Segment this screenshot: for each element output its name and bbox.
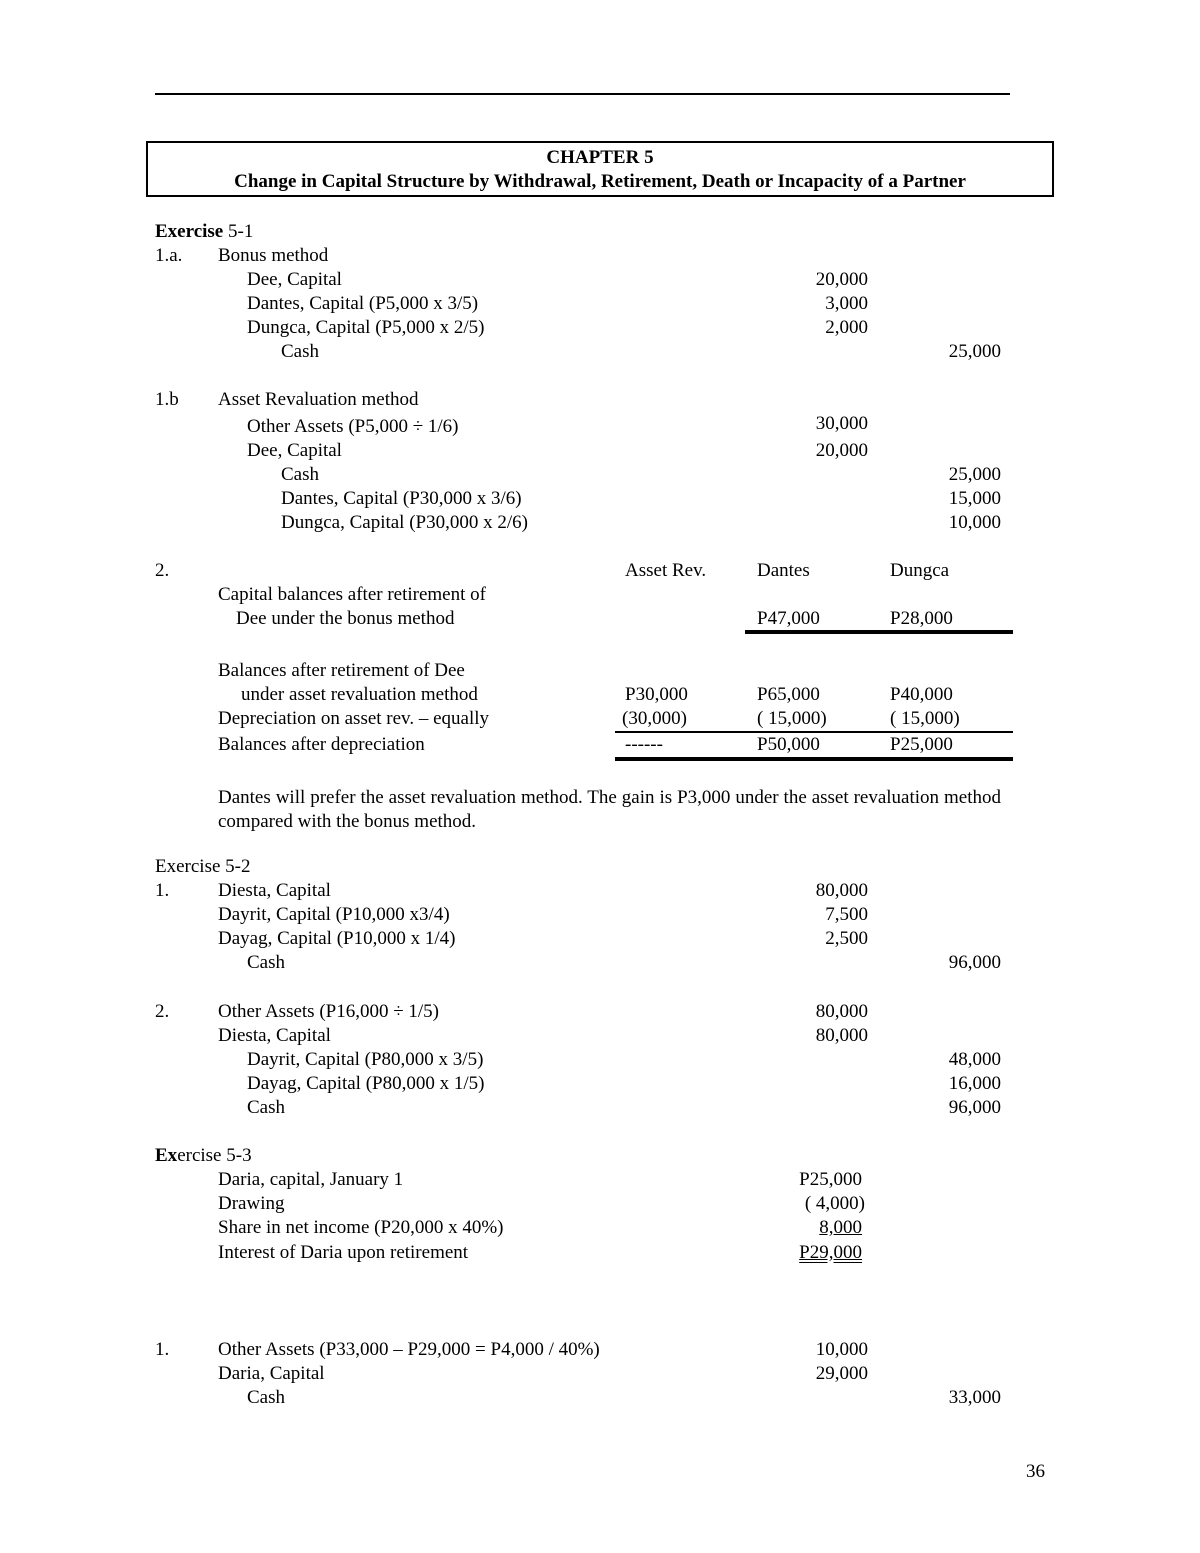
- cell-asset-rev: (30,000): [622, 708, 687, 729]
- schedule-label: Share in net income (P20,000 x 40%): [218, 1217, 504, 1238]
- chapter-subtitle: Change in Capital Structure by Withdrawal, Retirement, Death or Incapacity of a Partner: [234, 171, 966, 192]
- cell-dantes: ( 15,000): [757, 708, 827, 729]
- entry-account: Daria, Capital: [218, 1363, 325, 1384]
- total-rule: [615, 731, 1013, 733]
- entry-credit: 25,000: [948, 341, 1001, 362]
- entry-debit: 7,500: [825, 904, 868, 925]
- row-label: Depreciation on asset rev. – equally: [218, 708, 490, 729]
- item-number: 1.b: [155, 389, 179, 410]
- entry-debit: 29,000: [815, 1363, 868, 1384]
- entry-account: Diesta, Capital: [218, 1025, 331, 1046]
- method-label: Asset Revaluation method: [218, 389, 419, 410]
- entry-credit: 16,000: [948, 1073, 1001, 1094]
- entry-account: Dantes, Capital (P5,000 x 3/5): [247, 293, 479, 314]
- chapter-title: CHAPTER 5: [546, 147, 654, 168]
- entry-debit: 20,000: [815, 440, 868, 461]
- double-rule: [745, 630, 1013, 634]
- item-number: 2.: [155, 1001, 170, 1022]
- entry-debit: 10,000: [815, 1339, 868, 1360]
- item-number: 2.: [155, 560, 170, 581]
- entry-debit: 80,000: [815, 1025, 868, 1046]
- entry-debit: 2,500: [825, 928, 868, 949]
- entry-account: Dayrit, Capital (P80,000 x 3/5): [247, 1049, 484, 1070]
- exercise-5-1-title-num: 5-1: [223, 221, 254, 242]
- entry-account: Dantes, Capital (P30,000 x 3/6): [281, 488, 522, 509]
- entry-debit: 3,000: [825, 293, 868, 314]
- conclusion-paragraph: Dantes will prefer the asset revaluation method. The gain is P3,000 under the asset revaluation method compared with the bonus method.: [218, 787, 1001, 832]
- exercise-5-3-title-bold: Ex: [155, 1145, 178, 1166]
- entry-account: Dayag, Capital (P10,000 x 1/4): [218, 928, 456, 949]
- row-label: Balances after retirement of Dee: [218, 660, 465, 681]
- schedule-label: Drawing: [218, 1193, 285, 1214]
- entry-account: Cash: [247, 952, 285, 973]
- entry-account: Dayrit, Capital (P10,000 x3/4): [218, 904, 450, 925]
- top-rule: [155, 93, 1010, 95]
- schedule-value: ( 4,000): [804, 1193, 865, 1214]
- entry-account: Dayag, Capital (P80,000 x 1/5): [247, 1073, 485, 1094]
- exercise-5-3-title: [155, 1145, 252, 1167]
- row-label: Capital balances after retirement of: [218, 584, 486, 605]
- entry-credit: 48,000: [948, 1049, 1001, 1070]
- entry-debit: 20,000: [815, 269, 868, 290]
- entry-account: Dungca, Capital (P30,000 x 2/6): [281, 512, 528, 533]
- entry-account: Dee, Capital: [247, 269, 342, 290]
- cell-dungca: P28,000: [890, 608, 953, 629]
- entry-credit: 96,000: [948, 952, 1001, 973]
- entry-account: Other Assets (P33,000 – P29,000 = P4,000 / 40%): [218, 1339, 600, 1360]
- schedule-value: P25,000: [799, 1169, 862, 1190]
- entry-account: Dee, Capital: [247, 440, 342, 461]
- item-number: 1.: [155, 880, 170, 901]
- double-rule: [615, 757, 1013, 761]
- schedule-label: Daria, capital, January 1: [218, 1169, 404, 1190]
- chapter-header-box: [146, 141, 1054, 197]
- page-number: 36: [1026, 1461, 1045, 1482]
- entry-account: Cash: [281, 464, 319, 485]
- row-label: under asset revaluation method: [241, 684, 478, 705]
- method-label: Bonus method: [218, 245, 329, 266]
- entry-account: Cash: [247, 1387, 285, 1408]
- entry-account: Cash: [281, 341, 319, 362]
- cell-asset-rev: P30,000: [625, 684, 688, 705]
- cell-dantes: P65,000: [757, 684, 820, 705]
- entry-credit: 33,000: [948, 1387, 1001, 1408]
- schedule-value: 8,000: [819, 1217, 862, 1238]
- schedule-label: Interest of Daria upon retirement: [218, 1242, 469, 1263]
- entry-debit: 80,000: [815, 880, 868, 901]
- item-number: 1.: [155, 1339, 170, 1360]
- exercise-5-1-title: [155, 221, 253, 243]
- entry-account: Diesta, Capital: [218, 880, 331, 901]
- entry-credit: 96,000: [948, 1097, 1001, 1118]
- cell-dungca: P25,000: [890, 734, 953, 755]
- exercise-5-2-title: Exercise 5-2: [155, 856, 251, 877]
- cell-dungca: P40,000: [890, 684, 953, 705]
- entry-account: Dungca, Capital (P5,000 x 2/5): [247, 317, 485, 338]
- column-header-dantes: Dantes: [757, 560, 810, 581]
- entry-account: Other Assets (P16,000 ÷ 1/5): [218, 1001, 440, 1022]
- entry-credit: 25,000: [948, 464, 1001, 485]
- item-number: 1.a.: [155, 245, 183, 266]
- entry-debit: 80,000: [815, 1001, 868, 1022]
- schedule-total: P29,000: [799, 1242, 862, 1263]
- entry-debit: 2,000: [825, 317, 868, 338]
- entry-account: Cash: [247, 1097, 285, 1118]
- row-label: Dee under the bonus method: [236, 608, 455, 629]
- cell-asset-rev: ------: [625, 734, 663, 755]
- column-header-asset-rev: Asset Rev.: [625, 560, 707, 581]
- cell-dantes: P47,000: [757, 608, 820, 629]
- entry-debit: 30,000: [815, 413, 868, 434]
- entry-account: Other Assets (P5,000 ÷ 1/6): [247, 416, 459, 437]
- column-header-dungca: Dungca: [890, 560, 950, 581]
- exercise-5-1-title-bold: Exercise: [155, 221, 224, 242]
- entry-credit: 15,000: [948, 488, 1001, 509]
- cell-dantes: P50,000: [757, 734, 820, 755]
- row-label: Balances after depreciation: [218, 734, 425, 755]
- entry-credit: 10,000: [948, 512, 1001, 533]
- exercise-5-3-title-rest: ercise 5-3: [177, 1145, 252, 1166]
- cell-dungca: ( 15,000): [890, 708, 960, 729]
